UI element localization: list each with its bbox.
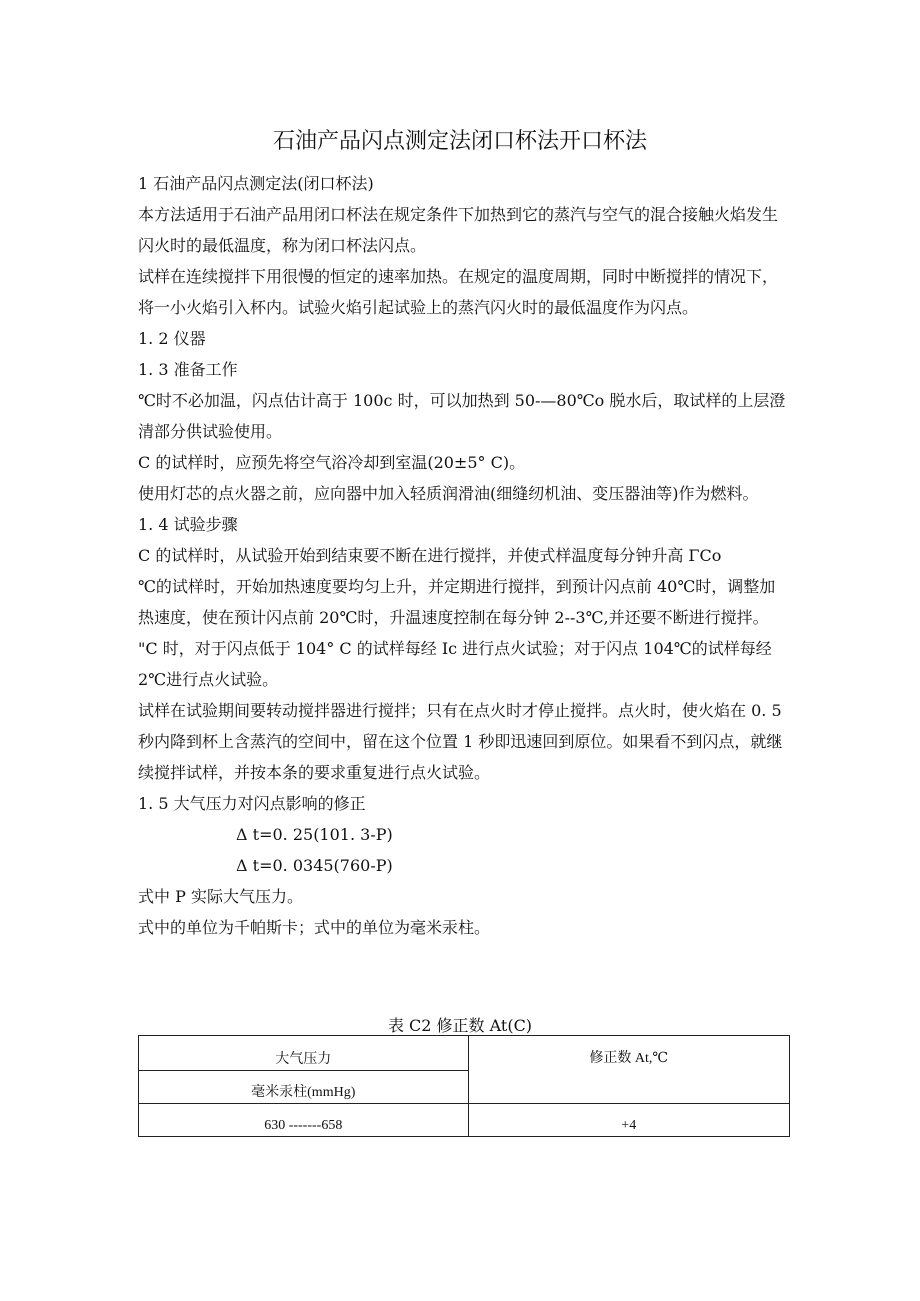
paragraph: ℃的试样时，开始加热速度要均匀上升，并定期进行搅拌，到预计闪点前 40℃时，调整加热速度，使在预计闪点前 20℃时，升温速度控制在每分钟 2--3℃,并还要不断进行搅拌。 [138, 577, 776, 627]
paragraph: 式中的单位为千帕斯卡；式中的单位为毫米汞柱。 [138, 918, 491, 937]
table-header-row [139, 1036, 790, 1071]
header-correction: 修正数 At,℃ [468, 1036, 789, 1104]
header-pressure-unit: 毫米汞柱(mmHg) [139, 1071, 469, 1104]
correction-table [138, 1035, 790, 1137]
header-pressure: 大气压力 [139, 1036, 469, 1071]
document-body [138, 168, 790, 943]
paragraph: 试样在连续搅拌下用很慢的恒定的速率加热。在规定的温度周期，同时中断搅拌的情况下，将一小火焰引入杯内。试验火焰引起试验上的蒸汽闪火时的最低温度作为闪点。 [138, 267, 779, 317]
table-caption: 表 C2 修正数 At(C) [387, 1016, 533, 1035]
paragraph: 式中 P 实际大气压力。 [138, 887, 303, 906]
paragraph: "C 时，对于闪点低于 104° C 的试样每经 Ic 进行点火试验；对于闪点 104℃的试样每经 2℃进行点火试验。 [138, 639, 772, 689]
formula: Δ t=0. 25(101. 3-P) [236, 825, 393, 844]
formula: Δ t=0. 0345(760-P) [236, 856, 393, 875]
paragraph: ℃时不必加温，闪点估计高于 100c 时，可以加热到 50-—80℃o 脱水后，取试样的上层澄清部分供试验使用。 [138, 391, 786, 441]
section-heading: 1. 3 准备工作 [138, 360, 238, 379]
section-heading: 1 石油产品闪点测定法(闭口杯法) [138, 174, 374, 193]
paragraph: C 的试样时，应预先将空气浴冷却到室温(20±5° C)。 [138, 453, 526, 472]
paragraph: C 的试样时，从试验开始到结束要不断在进行搅拌，并使式样温度每分钟升高 ΓCo [138, 546, 722, 565]
cell-pressure: 630 -------658 [139, 1104, 469, 1137]
section-heading: 1. 4 试验步骤 [138, 515, 238, 534]
document-title: 石油产品闪点测定法闭口杯法开口杯法 [272, 129, 647, 154]
section-heading: 1. 5 大气压力对闪点影响的修正 [138, 794, 366, 813]
table-row [139, 1104, 790, 1137]
paragraph: 本方法适用于石油产品用闭口杯法在规定条件下加热到它的蒸汽与空气的混合接触火焰发生闪火时的最低温度，称为闭口杯法闪点。 [138, 205, 779, 255]
cell-correction: +4 [468, 1104, 789, 1137]
paragraph: 试样在试验期间要转动搅拌器进行搅拌；只有在点火时才停止搅拌。点火时，使火焰在 0. 5 秒内降到杯上含蒸汽的空间中，留在这个位置 1 秒即迅速回到原位。如果看不到闪点，就继续搅拌试样，并按本条的要求重复进行点火试验。 [138, 701, 783, 782]
paragraph: 使用灯芯的点火器之前，应向器中加入轻质润滑油(细缝纫机油、变压器油等)作为燃料。 [138, 484, 759, 503]
section-heading: 1. 2 仪器 [138, 329, 206, 348]
